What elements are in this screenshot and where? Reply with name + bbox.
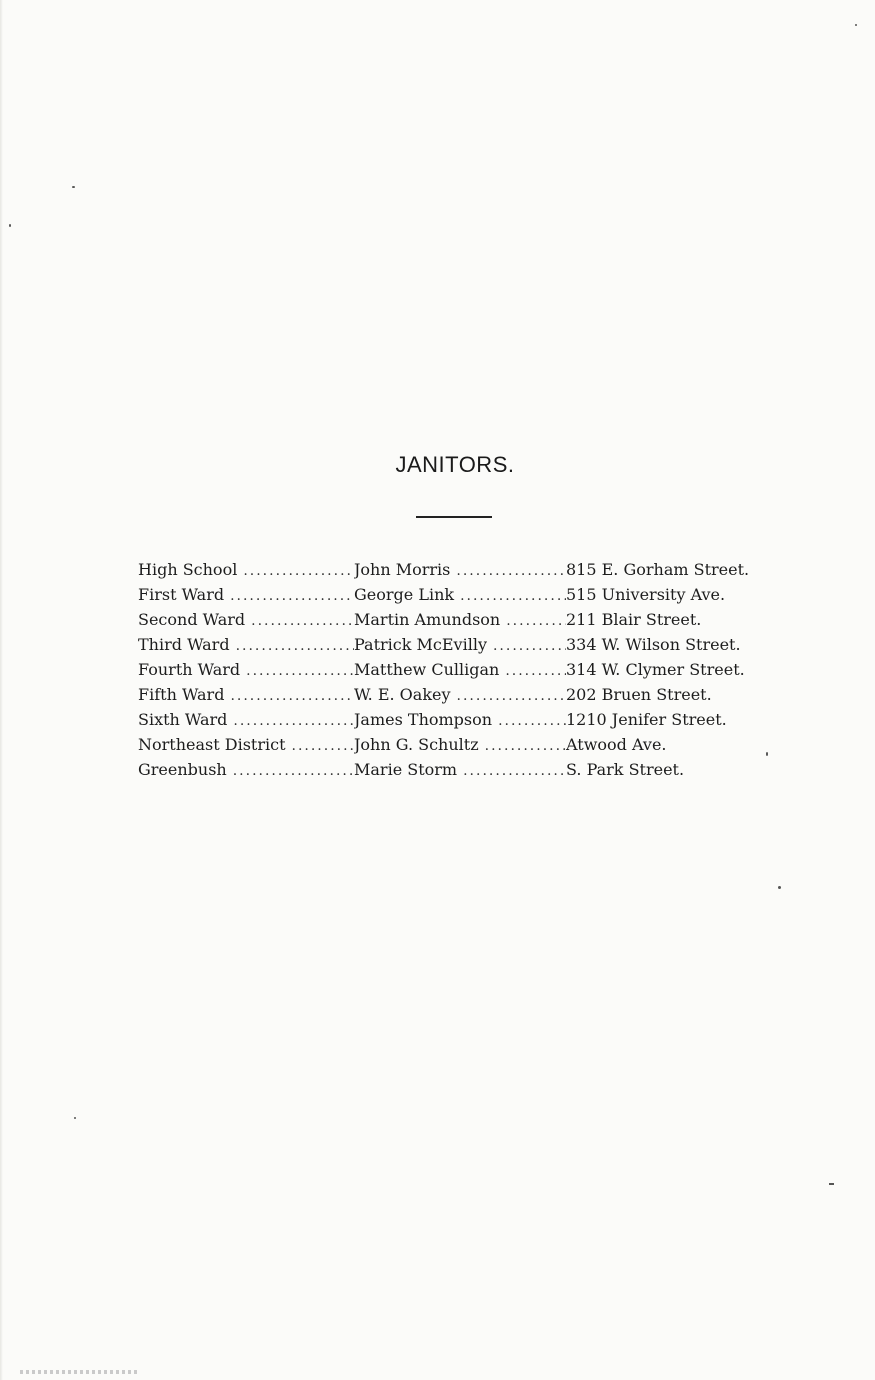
dot-leader [230, 684, 354, 709]
dot-leader [243, 559, 354, 584]
janitor-address: Atwood Ave. [566, 735, 667, 754]
dot-leader [246, 659, 354, 684]
dot-leader [485, 734, 566, 759]
scan-speck [778, 886, 781, 889]
roster-row [138, 632, 788, 657]
dot-leader [493, 634, 566, 659]
dot-leader [505, 659, 566, 684]
dot-leader [233, 759, 354, 784]
janitor-address: 815 E. Gorham Street. [566, 560, 750, 579]
janitor-address: 1210 Jenifer Street. [566, 710, 727, 729]
janitor-name: Matthew Culligan [354, 660, 500, 679]
dot-leader [463, 759, 566, 784]
school-name: First Ward [138, 585, 225, 604]
janitor-name: Martin Amundson [354, 610, 501, 629]
school-name: Second Ward [138, 610, 246, 629]
janitor-address: 334 W. Wilson Street. [566, 635, 741, 654]
school-name: Fourth Ward [138, 660, 241, 679]
janitor-address: 314 W. Clymer Street. [566, 660, 745, 679]
janitor-name: George Link [354, 585, 455, 604]
school-name: Northeast District [138, 735, 286, 754]
roster-row [138, 732, 788, 757]
page-title: JANITORS. [395, 452, 515, 477]
janitor-name: Marie Storm [354, 760, 458, 779]
dot-leader [292, 734, 355, 759]
title-rule-divider [416, 516, 492, 518]
scan-edge-noise [20, 1370, 140, 1374]
dot-leader [230, 584, 354, 609]
janitor-name: Patrick McEvilly [354, 635, 487, 654]
dot-leader [498, 709, 566, 734]
roster-row [138, 657, 788, 682]
janitor-name: John G. Schultz [354, 735, 479, 754]
scan-speck [829, 1183, 834, 1185]
janitor-name: John Morris [354, 560, 451, 579]
dot-leader [460, 584, 566, 609]
scan-speck [766, 752, 768, 756]
dot-leader [456, 559, 566, 584]
janitor-address: S. Park Street. [566, 760, 685, 779]
janitor-address: 515 University Ave. [566, 585, 726, 604]
janitor-roster [138, 557, 788, 782]
dot-leader [233, 709, 354, 734]
school-name: Third Ward [138, 635, 230, 654]
roster-row [138, 707, 788, 732]
scan-speck [9, 224, 11, 227]
roster-row [138, 582, 788, 607]
janitor-name: James Thompson [354, 710, 493, 729]
janitor-address: 202 Bruen Street. [566, 685, 712, 704]
dot-leader [506, 609, 566, 634]
scan-speck [72, 186, 75, 188]
roster-row [138, 607, 788, 632]
dot-leader [251, 609, 354, 634]
dot-leader [457, 684, 566, 709]
school-name: High School [138, 560, 238, 579]
school-name: Sixth Ward [138, 710, 228, 729]
scan-speck [855, 24, 857, 26]
school-name: Fifth Ward [138, 685, 225, 704]
roster-row [138, 757, 788, 782]
page-edge-shadow [0, 0, 3, 1380]
janitor-address: 211 Blair Street. [566, 610, 702, 629]
scan-speck [74, 1117, 76, 1119]
school-name: Greenbush [138, 760, 227, 779]
roster-row [138, 557, 788, 582]
janitor-name: W. E. Oakey [354, 685, 451, 704]
dot-leader [236, 634, 354, 659]
roster-row [138, 682, 788, 707]
